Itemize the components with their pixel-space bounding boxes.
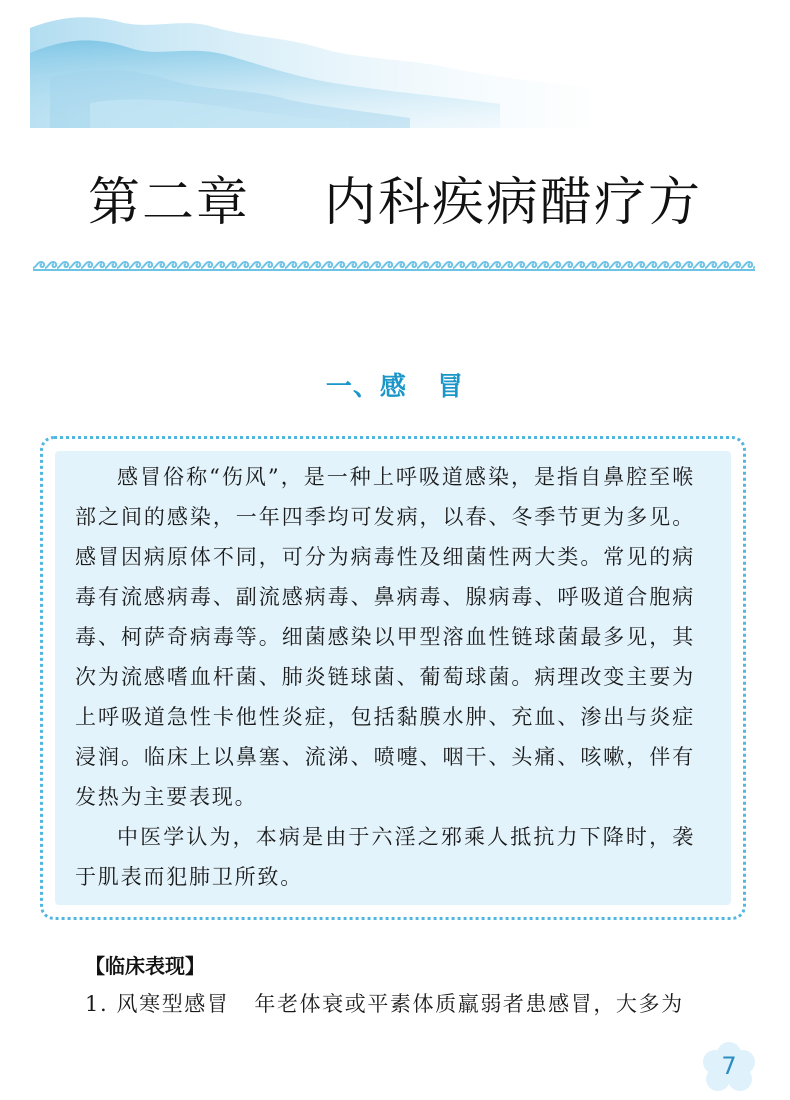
decorative-wave-border xyxy=(33,256,755,272)
intro-paragraph: 中医学认为，本病是由于六淫之邪乘人抵抗力下降时，袭于肌表而犯肺卫所致。 xyxy=(75,825,695,889)
chapter-title: 第二章 内科疾病醋疗方 xyxy=(87,173,703,233)
intro-box xyxy=(40,436,746,920)
clinical-heading: 【临床表现】 xyxy=(85,954,205,978)
intro-paragraph: 感冒俗称“伤风”，是一种上呼吸道感染，是指自鼻腔至喉部之间的感染，一年四季均可发病，以春、冬季节更为多见。感冒因病原体不同，可分为病毒性及细菌性两大类。常见的病毒有流感病毒、副流感病毒、鼻病毒、腺病毒、呼吸道合胞病毒、柯萨奇病毒等。细菌感染以甲型溶血性链球菌最多见，其次为流感嗜血杆菌、肺炎链球菌、葡萄球菌。病理改变主要为上呼吸道急性卡他性炎症，包括黏膜水肿、充血、渗出与炎症浸润。临床上以鼻塞、流涕、喷嚏、咽干、头痛、咳嗽，伴有发热为主要表现。 xyxy=(75,465,695,809)
section-heading: 一、感 冒 xyxy=(325,372,465,402)
mountain-ink-illustration xyxy=(30,8,590,128)
clinical-body-line: 1. 风寒型感冒 年老体衰或平素体质羸弱者患感冒，大多为 xyxy=(85,992,684,1016)
page-number: 7 xyxy=(721,1052,737,1080)
intro-text xyxy=(75,457,695,897)
